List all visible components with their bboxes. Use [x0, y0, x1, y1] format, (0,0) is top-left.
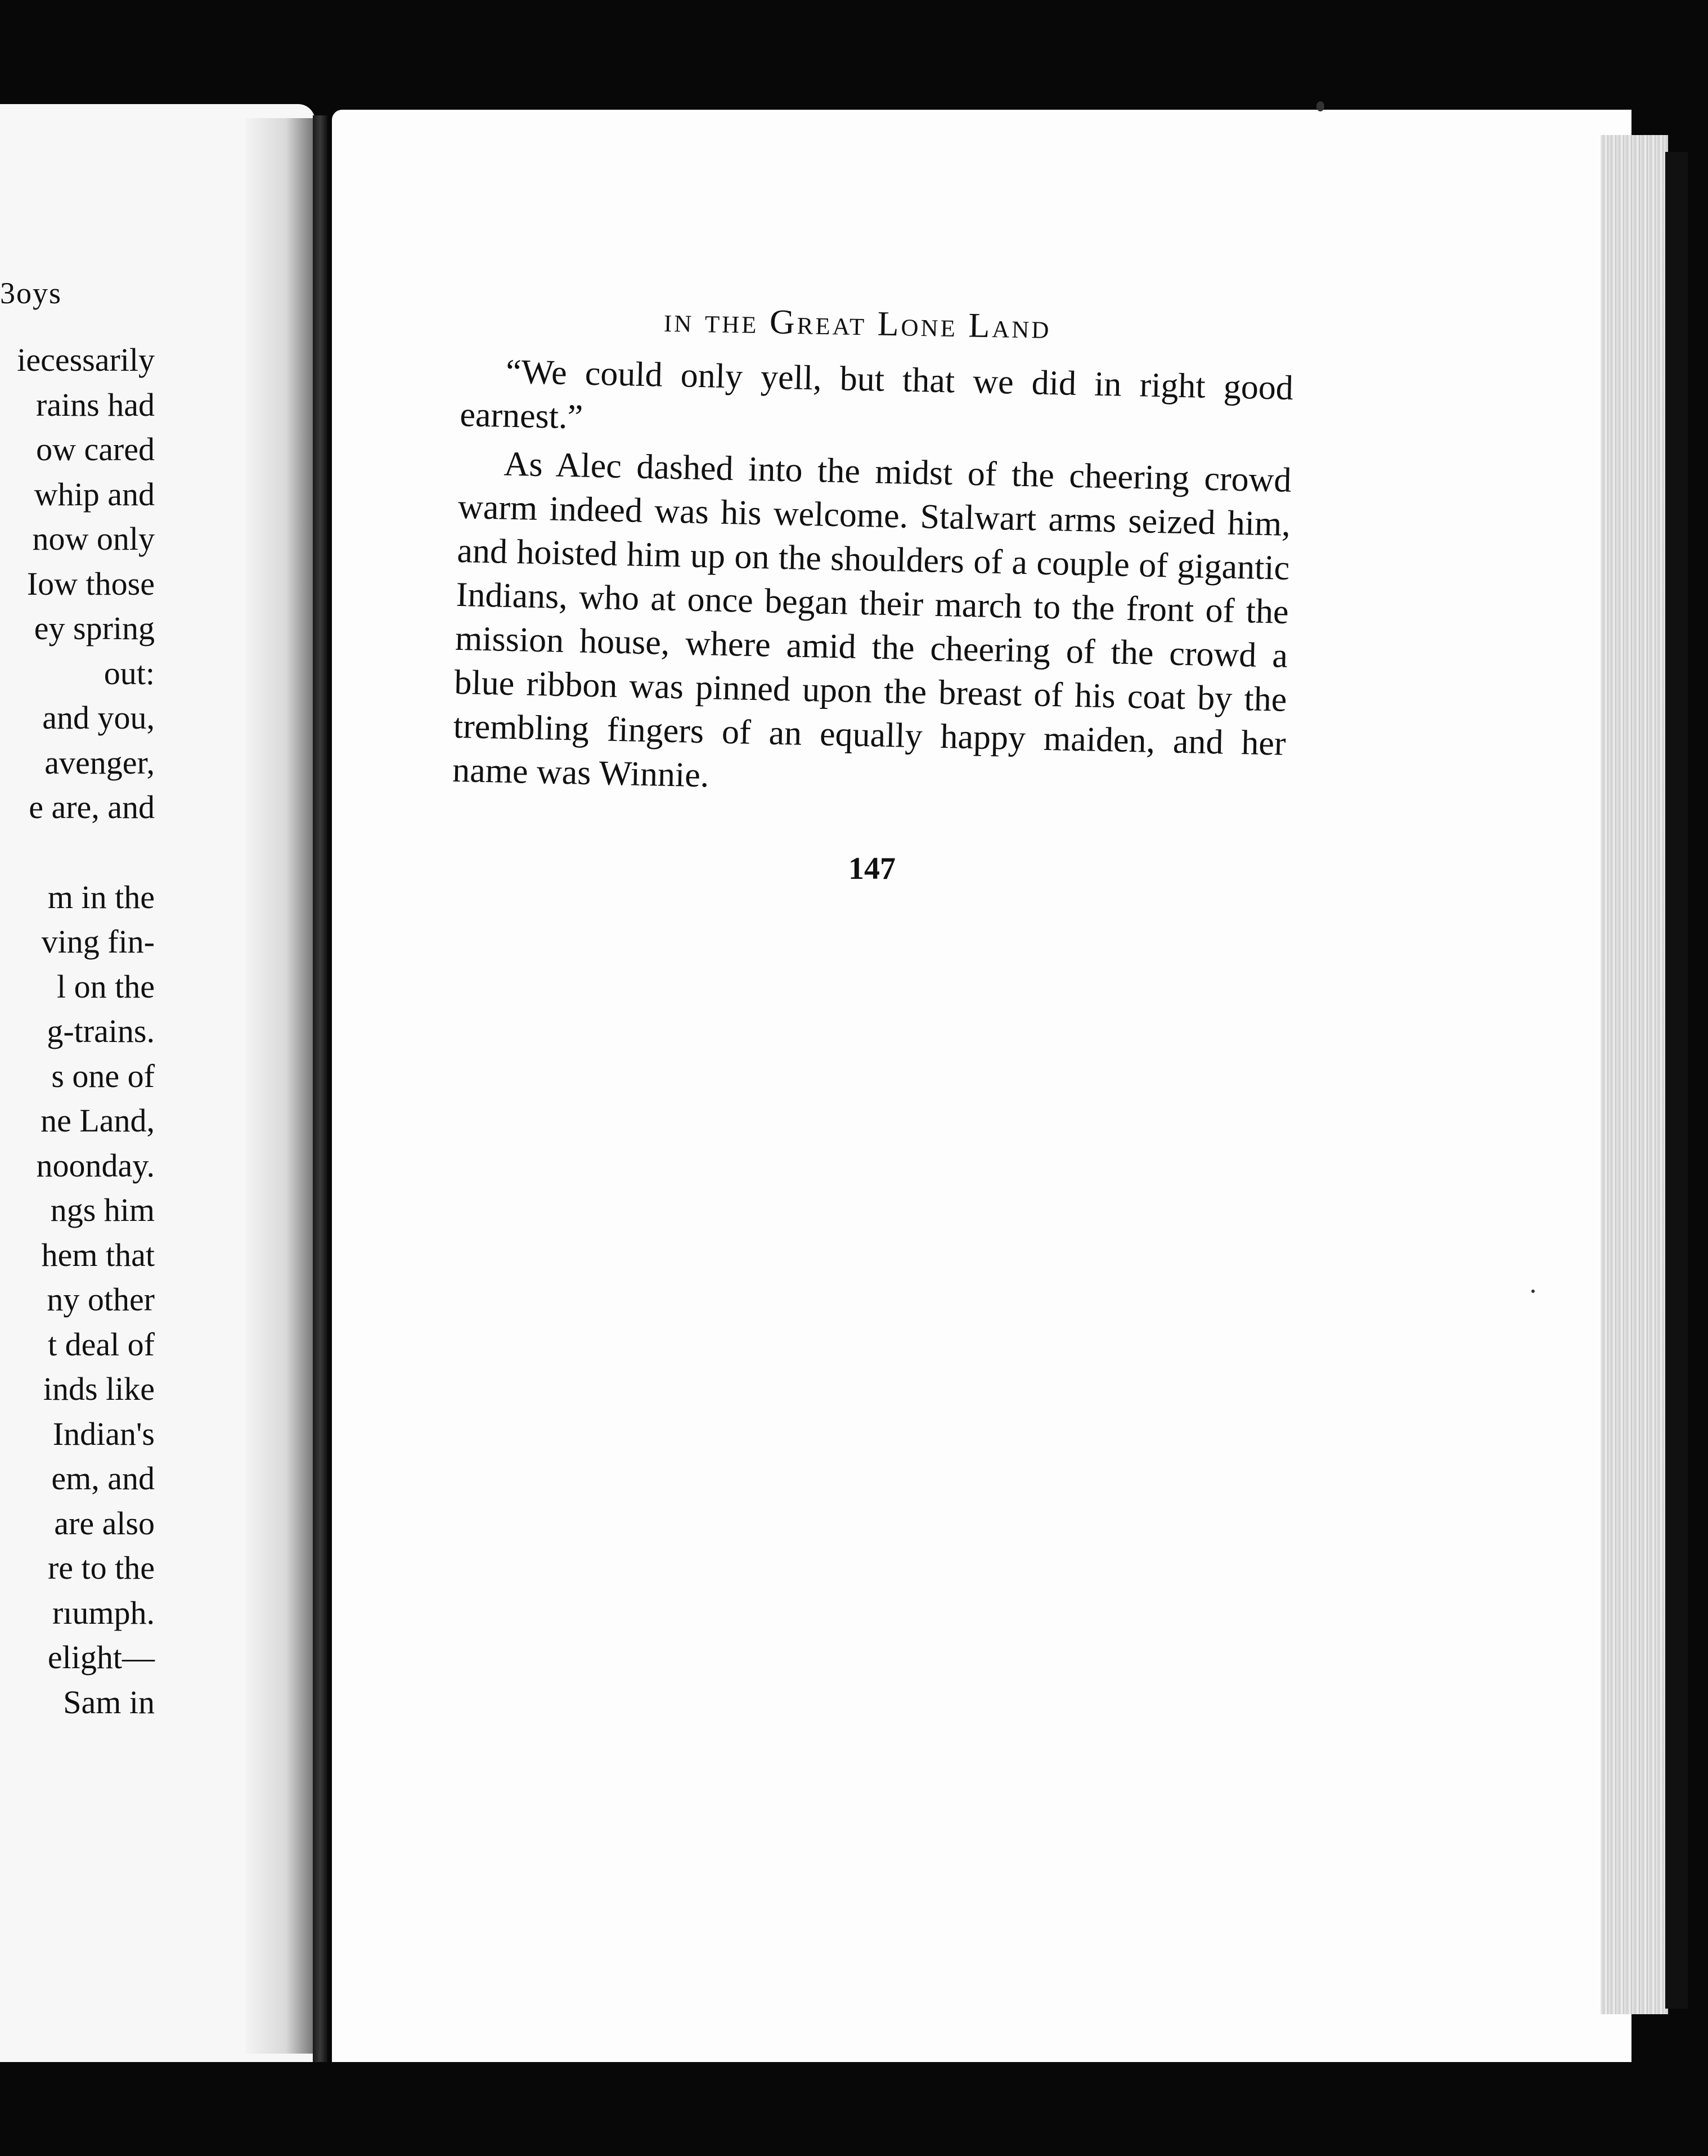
- body-text: [452, 349, 1293, 810]
- left-page-line: Sam in: [63, 1683, 155, 1721]
- left-page-line: Indian's: [52, 1415, 155, 1452]
- left-page-line: ny other: [47, 1281, 155, 1318]
- left-page-line: noonday.: [36, 1147, 155, 1184]
- left-page-line: [0, 830, 155, 875]
- left-page-line: and you,: [42, 699, 155, 736]
- left-page-line: e are, and: [29, 789, 155, 825]
- page-stack-edge: [1601, 135, 1668, 2014]
- left-page-line: rıumph.: [52, 1594, 155, 1631]
- left-page-line: rains had: [36, 386, 155, 423]
- left-page-text: [0, 338, 155, 1724]
- left-running-head: 3oys: [0, 276, 62, 310]
- left-page-line: ow cared: [36, 431, 155, 468]
- left-page-line: elight—: [47, 1639, 155, 1676]
- left-page-line: g-trains.: [47, 1013, 155, 1049]
- left-page-line: t deal of: [47, 1326, 155, 1363]
- left-page-line: inds like: [43, 1371, 155, 1407]
- left-page-line: ngs him: [50, 1192, 155, 1228]
- left-page-line: m in the: [47, 878, 155, 915]
- left-page-line: are also: [54, 1504, 155, 1542]
- left-page-line: whip and: [34, 475, 155, 513]
- left-page-line: em, and: [51, 1460, 155, 1497]
- left-page-line: ving fin-: [41, 923, 155, 960]
- left-page-line: iecessarily: [17, 342, 155, 378]
- left-page-line: ey spring: [34, 610, 155, 646]
- paragraph: As Alec dashed into the midst of the cheering crowd warm indeed was his welcome. Stalwart arms seized him, and hoisted him up on the shoulders of a couple of gigantic Indians, who at once began their march to the front of the mission house, where amid the cheering of the crowd a blue ribbon was pinned upon the breast of his coat by the trembling fingers of an equally happy maiden, and her name was Winnie.: [452, 444, 1292, 795]
- left-page-line: s one of: [51, 1057, 155, 1094]
- left-page-gutter: [245, 118, 313, 2054]
- left-page-line: ne Land,: [41, 1102, 155, 1139]
- running-head: in the Great Lone Land: [663, 300, 1052, 347]
- book-spine: [313, 115, 327, 2062]
- left-page-line: l on the: [57, 968, 155, 1005]
- book-cover-edge: [1665, 152, 1688, 2009]
- left-page-line: avenger,: [44, 744, 155, 781]
- left-page-line: now only: [32, 520, 155, 557]
- paragraph: “We could only yell, but that we did in right good earnest.”: [459, 352, 1294, 437]
- page-number: 147: [848, 851, 896, 886]
- dust-speck: [1316, 101, 1324, 111]
- left-page-line: out:: [104, 654, 155, 691]
- dust-speck: [1531, 1290, 1535, 1293]
- left-page-line: hem that: [41, 1236, 155, 1273]
- left-page-line: Iow those: [26, 565, 155, 602]
- left-page-line: re to the: [47, 1549, 155, 1586]
